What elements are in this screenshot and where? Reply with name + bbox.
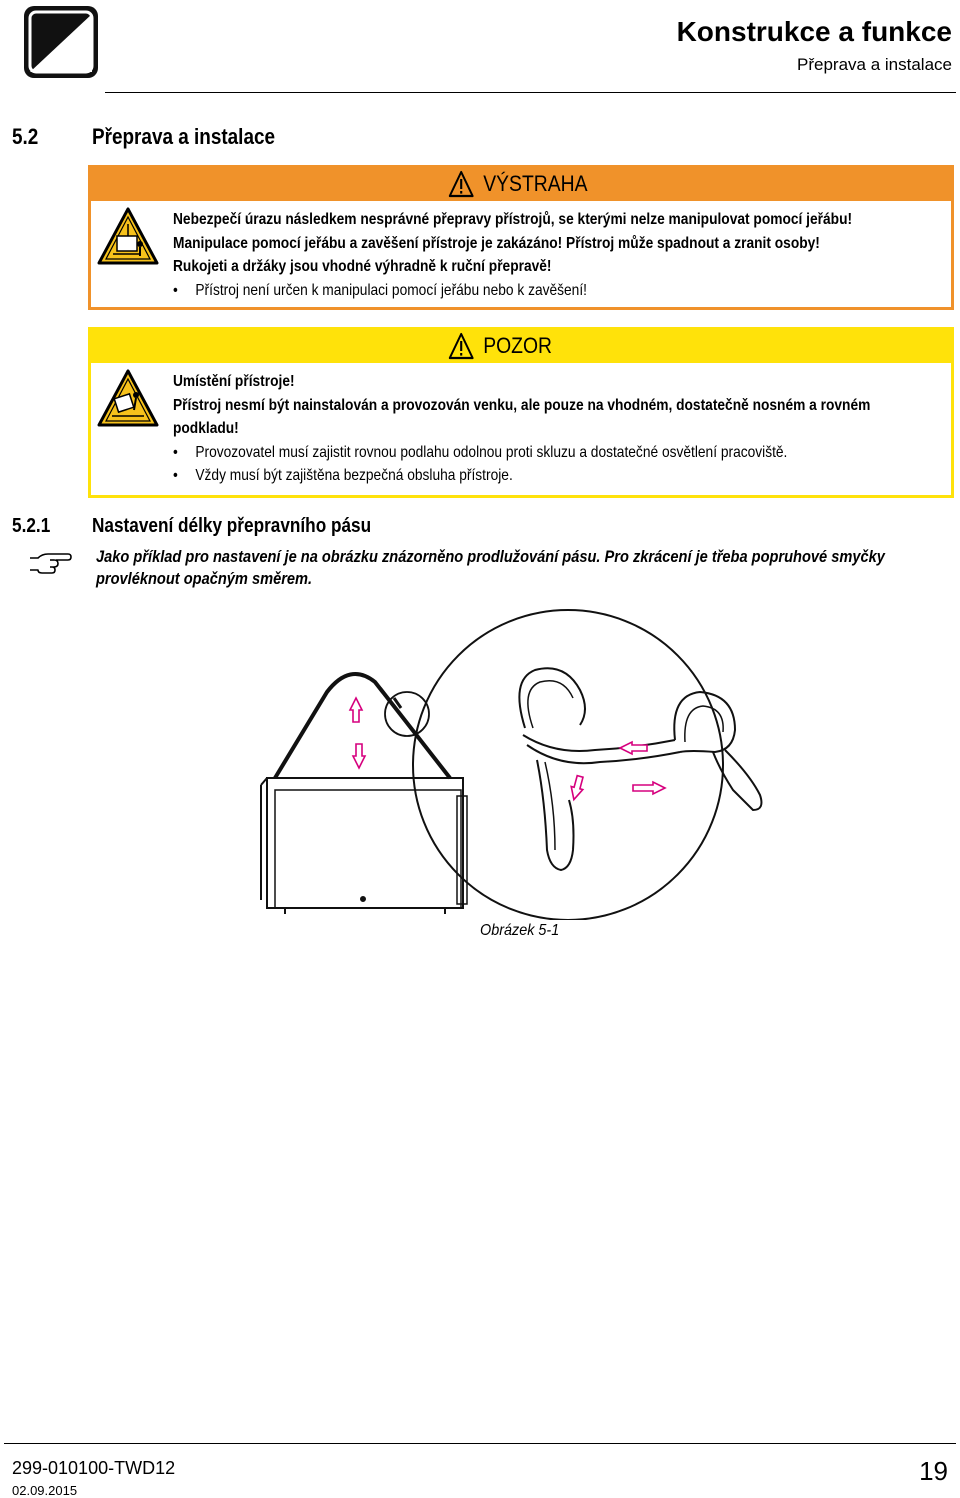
caution-heading xyxy=(448,330,552,362)
footer-document-id: 299-010100-TWD12 xyxy=(12,1458,176,1478)
warning-line: Nebezpečí úrazu následkem nesprávné přepravy přístrojů, se kterými nelze manipulovat pomocí jeřábu! xyxy=(173,211,853,228)
note-line: provléknout opačným směrem. xyxy=(96,569,313,588)
figure-caption: Obrázek 5-1 xyxy=(480,922,560,939)
header-subtitle: Přeprava a instalace xyxy=(797,55,952,74)
warning-bullet: • Přístroj není určen k manipulaci pomocí jeřábu nebo k zavěšení! xyxy=(173,279,852,303)
crane-prohibited-sign-icon xyxy=(96,206,160,266)
warning-line: Manipulace pomocí jeřábu a zavěšení přístroje je zakázáno! Přístroj může spadnout a zranit osoby! xyxy=(173,234,820,252)
header-title: Konstrukce a funkce xyxy=(676,16,952,47)
header-divider xyxy=(105,92,956,93)
caution-heading-text: POZOR xyxy=(483,333,553,358)
note-line: Jako příklad pro nastavení je na obrázku znázorněno prodlužování pásu. Pro zkrácení je třeba popruhové smyčky xyxy=(96,547,885,566)
caution-bullet: • Provozovatel musí zajistit rovnou podlahu odolnou proti skluzu a dostatečné osvětlení pracoviště. xyxy=(173,441,870,465)
warning-line: Rukojeti a držáky jsou vhodné výhradně k ruční přepravě! xyxy=(173,258,552,275)
warning-heading xyxy=(448,168,588,200)
warning-triangle-icon xyxy=(448,170,474,198)
section-number: 5.2 xyxy=(12,124,39,149)
footer-page-number: 19 xyxy=(919,1456,948,1486)
caution-bullet: • Vždy musí být zajištěna bezpečná obsluha přístroje. xyxy=(173,464,870,488)
footer-date: 02.09.2015 xyxy=(12,1483,78,1498)
caution-line: Přístroj nesmí být nainstalován a provozován venku, ale pouze na vhodném, dostatečně nosném a rovném xyxy=(173,396,871,414)
pointing-hand-icon xyxy=(28,546,72,576)
tipping-hazard-sign-icon xyxy=(96,368,160,428)
caution-text xyxy=(173,370,870,488)
subsection-title: Nastavení délky přepravního pásu xyxy=(92,515,372,537)
footer-divider xyxy=(4,1443,956,1444)
warning-text xyxy=(173,208,852,302)
caution-line: podkladu! xyxy=(173,420,239,437)
subsection-number: 5.2.1 xyxy=(12,515,51,537)
section-title: Přeprava a instalace xyxy=(92,124,276,149)
note-text xyxy=(96,546,885,590)
company-logo xyxy=(22,4,100,80)
caution-line: Umístění přístroje! xyxy=(173,373,295,390)
strap-adjustment-illustration xyxy=(255,600,785,920)
warning-heading-text: VÝSTRAHA xyxy=(483,171,588,196)
warning-triangle-icon xyxy=(448,332,474,360)
